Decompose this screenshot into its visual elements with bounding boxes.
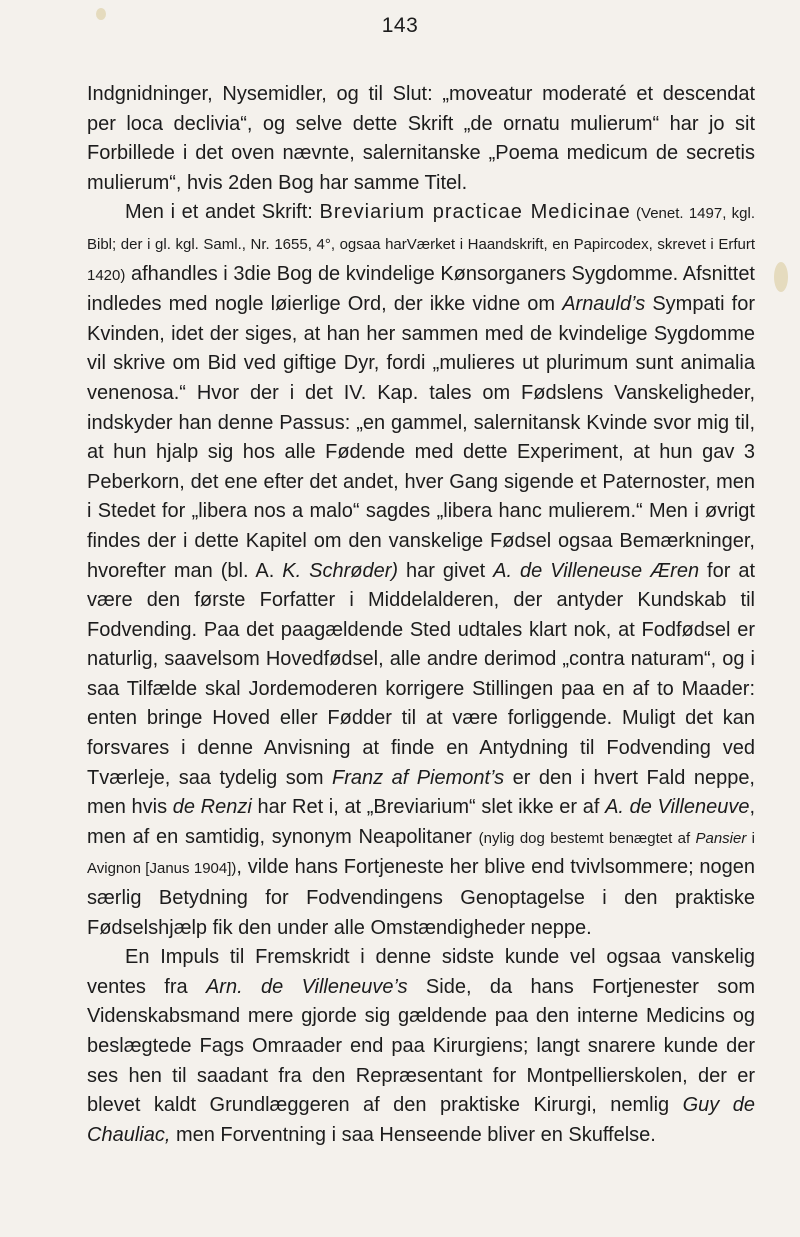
book-title: Breviarium practicae Medicinae [319,201,631,224]
citation-note: (nylig dog bestemt benægtet af [478,829,696,847]
author-name: Guy de Chauliac, [87,1094,755,1146]
author-name: de Renzi [172,796,252,819]
body-text [87,80,755,1150]
paragraph: En Impuls til Fremskridt i denne sidste kunde vel ogsaa vanskelig ventes fra Arn. de Villeneuve’s Side, da hans Fortjenester som Videnskabsmand mere gjorde sig gældende paa den interne Medicins og beslægtede Fags Omraader end paa Kirurgiens; langt snarere kunde der ses hen til saadant fra den Repræsentant for Montpellierskolen, der er blevet kaldt Grundlæggeren af den praktiske Kirurgi, nemlig Guy de Chauliac, men Forventning i saa Henseende bliver en Skuffelse. [87,946,755,1146]
citation-note: i Avignon [Janus 1904]) [87,829,755,878]
emphasis: Æren [650,559,700,582]
author-name: K. Schrøder) [282,559,399,582]
paragraph: Indgnidninger, Nysemidler, og til Slut: „moveatur moderaté et descendat per loca declivia“, og selve dette Skrift „de ornatu mulierum“ har jo sit Forbillede i det oven nævnte, salernitanske „Poema medicum de secretis mulierum“, hvis 2den Bog har samme Titel. [87,83,755,194]
paper-stain [774,262,788,292]
author-name: Arn. de Villeneuve’s [205,975,408,998]
page-number: 143 [381,14,419,37]
bibliographic-note: (Venet. 1497, kgl. Bibl; der i gl. kgl. Saml., Nr. 1655, 4°, ogsaa harVærket i Haandskrift, en Papircodex, skrevet i Erfurt 1420) [87,205,755,284]
paragraph: Men i et andet Skrift: Breviarium practicae Medicinae (Venet. 1497, kgl. Bibl; der i gl. kgl. Saml., Nr. 1655, 4°, ogsaa harVærket i Haandskrift, en Papircodex, skrevet i Erfurt 1420) afhandles i 3die Bog de kvindelige Kønsorganers Sygdomme. Afsnittet indledes med nogle løierlige Ord, der ikke vidne om Arnauld’s Sympati for Kvinden, idet der siges, at han her sammen med de kvindelige Sygdomme vil skrive om Bid ved giftige Dyr, fordi „mulieres ut plurimum sunt animalia venenosa.“ Hvor der i det IV. Kap. tales om Fødslens Vanskeligheder, indskyder han denne Passus: „en gammel, salernitansk Kvinde svor mig til, at hun hjalp sig hos alle Fødende med dette Experiment, at hun gav 3 Peberkorn, det ene efter det andet, hver Gang sigende et Paternoster, men i Stedet for „libera nos a malo“ sagdes „libera hanc mulierem.“ Men i øvrigt findes der i dette Kapitel om den vanskelige Fødsel ogsaa Bemærkninger, hvorefter man (bl. A. K. Schrøder) har givet A. de Villeneuse Æren for at være den første Forfatter i Middelalderen, der antyder Kundskab til Fodvending. Paa det paagældende Sted udtales klart nok, at Fodfødsel er naturlig, saavelsom Hovedfødsel, alle andre derimod „contra naturam“, og i saa Tilfælde skal Jordemoderen korrigere Stillingen paa en af to Maader: enten bringe Hoved eller Fødder til at være forliggende. Muligt det kan forsvares i denne Anvisning at finde en Antydning til Fodvending ved Tværleje, saa tydelig som Franz af Piemont’s er den i hvert Fald neppe, men hvis de Renzi har Ret i, at „Breviarium“ slet ikke er af A. de Villeneuve, men af en samtidig, synonym Neapolitaner (nylig dog bestemt benægtet af Pansier i Avignon [Janus 1904]), vilde hans Fortjeneste her blive end tvivlsommere; nogen særlig Betydning for Fodvendingens Genoptagelse i den praktiske Fødselshjælp fik den under alle Omstændigheder neppe. [87,201,756,939]
author-name: Franz af Piemont’s [332,766,505,789]
author-name: Arnauld’s [562,293,646,316]
author-name: A. de Villeneuse [493,559,643,582]
author-name: Pansier [695,829,747,847]
author-name: A. de Villeneuve [605,796,750,819]
